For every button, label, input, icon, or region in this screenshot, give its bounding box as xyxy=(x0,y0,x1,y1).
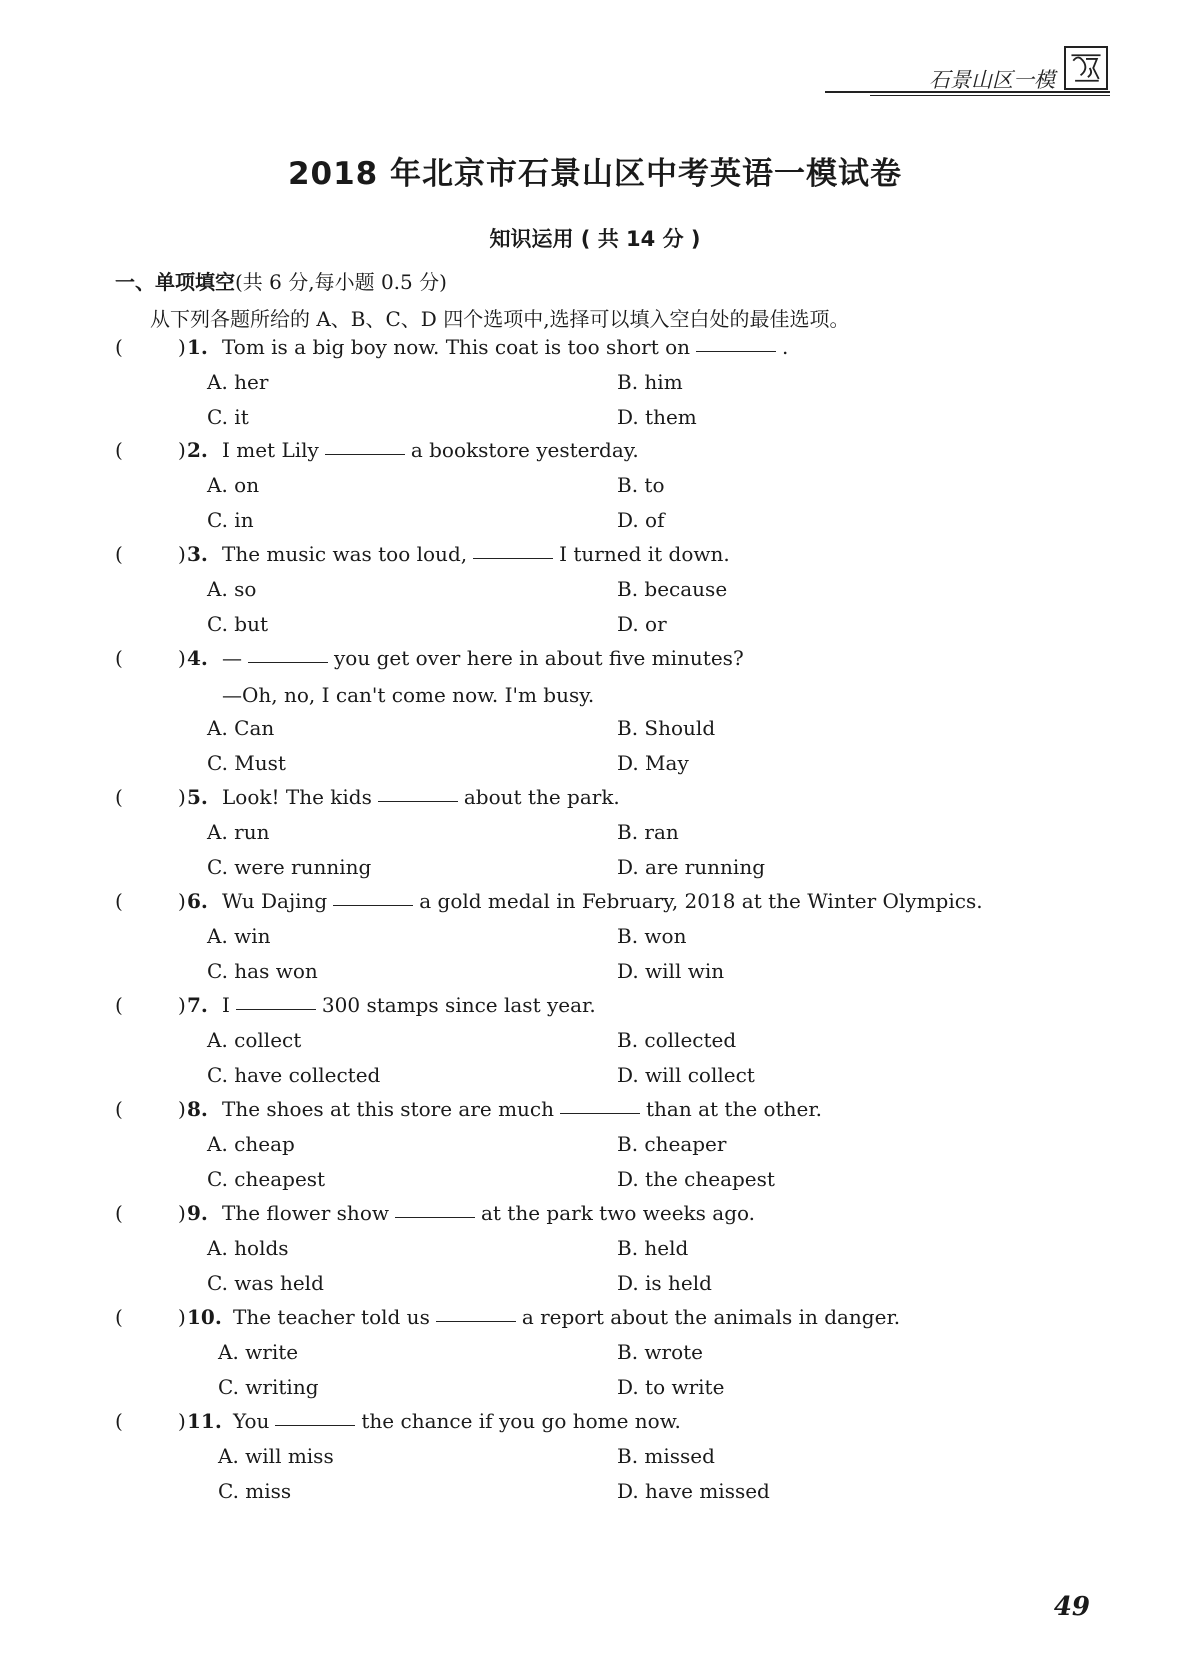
page-number: 49 xyxy=(1053,1592,1090,1622)
answer-paren-close: ) xyxy=(178,542,186,566)
header-rule-thin xyxy=(870,95,1110,96)
answer-paren-close: ) xyxy=(178,785,186,809)
question-stem xyxy=(233,1409,681,1433)
answer-blank xyxy=(395,1216,475,1218)
stem-after: at the park two weeks ago. xyxy=(480,1201,756,1225)
answer-paren-close: ) xyxy=(178,335,186,359)
header-label: 石景山区一模 xyxy=(929,68,1055,92)
answer-option: C. writing xyxy=(218,1375,319,1399)
answer-option: A. run xyxy=(207,820,270,844)
page-title: 2018 年北京市石景山区中考英语一模试卷 xyxy=(287,156,903,192)
answer-option: D. them xyxy=(617,405,697,429)
answer-paren-open: ( xyxy=(115,438,123,462)
question-number: 4. xyxy=(187,646,208,670)
answer-paren-close: ) xyxy=(178,1201,186,1225)
answer-option: B. him xyxy=(617,370,683,394)
stem-after: the chance if you go home now. xyxy=(361,1409,681,1433)
answer-option: A. win xyxy=(207,924,271,948)
publisher-logo-icon xyxy=(1064,46,1108,90)
answer-paren-close: ) xyxy=(178,889,186,913)
question-number: 5. xyxy=(187,785,208,809)
stem-before: The music was too loud, xyxy=(222,542,468,566)
answer-option: A. holds xyxy=(207,1236,289,1260)
answer-blank xyxy=(333,904,413,906)
answer-option: C. was held xyxy=(207,1271,324,1295)
answer-blank xyxy=(275,1424,355,1426)
answer-paren-open: ( xyxy=(115,993,123,1017)
stem-before: Wu Dajing xyxy=(222,889,328,913)
answer-option: B. held xyxy=(617,1236,689,1260)
question-number: 10. xyxy=(187,1305,222,1329)
answer-paren-open: ( xyxy=(115,646,123,670)
answer-blank xyxy=(236,1008,316,1010)
answer-paren-open: ( xyxy=(115,1305,123,1329)
answer-option: C. were running xyxy=(207,855,372,879)
answer-paren-open: ( xyxy=(115,335,123,359)
answer-option: C. it xyxy=(207,405,249,429)
answer-paren-open: ( xyxy=(115,542,123,566)
answer-option: B. because xyxy=(617,577,728,601)
stem-after: I turned it down. xyxy=(559,542,730,566)
answer-option: D. have missed xyxy=(617,1479,770,1503)
stem-before: The teacher told us xyxy=(233,1305,430,1329)
part-heading-title: 一、单项填空 xyxy=(115,270,235,294)
answer-option: C. Must xyxy=(207,751,286,775)
answer-paren-close: ) xyxy=(178,438,186,462)
question-stem xyxy=(222,438,639,462)
answer-blank xyxy=(436,1320,516,1322)
dialog-reply: —Oh, no, I can't come now. I'm busy. xyxy=(222,683,595,707)
answer-option: A. her xyxy=(207,370,269,394)
answer-paren-open: ( xyxy=(115,1201,123,1225)
answer-option: D. to write xyxy=(617,1375,725,1399)
stem-before: Look! The kids xyxy=(222,785,372,809)
question-number: 2. xyxy=(187,438,208,462)
answer-option: B. ran xyxy=(617,820,679,844)
answer-paren-close: ) xyxy=(178,646,186,670)
answer-paren-close: ) xyxy=(178,993,186,1017)
question-stem xyxy=(222,335,788,359)
question-stem xyxy=(233,1305,900,1329)
answer-option: C. has won xyxy=(207,959,318,983)
answer-option: B. won xyxy=(617,924,687,948)
question-stem xyxy=(222,542,730,566)
stem-before: — xyxy=(222,646,242,670)
question-number: 1. xyxy=(187,335,208,359)
answer-paren-open: ( xyxy=(115,785,123,809)
question-stem xyxy=(222,889,983,913)
answer-option: C. miss xyxy=(218,1479,292,1503)
part-heading-note: (共 6 分,每小题 0.5 分) xyxy=(235,270,447,294)
running-header xyxy=(825,46,1110,98)
question-number: 7. xyxy=(187,993,208,1017)
answer-blank xyxy=(325,453,405,455)
answer-blank xyxy=(378,800,458,802)
answer-option: A. collect xyxy=(207,1028,302,1052)
answer-option: A. so xyxy=(207,577,257,601)
answer-option: C. cheapest xyxy=(207,1167,326,1191)
answer-option: A. Can xyxy=(207,716,275,740)
answer-blank xyxy=(696,350,776,352)
answer-option: D. will collect xyxy=(617,1063,755,1087)
stem-before: You xyxy=(233,1409,270,1433)
stem-after: you get over here in about five minutes? xyxy=(334,646,744,670)
answer-option: D. of xyxy=(617,508,665,532)
stem-after: a report about the animals in danger. xyxy=(521,1305,901,1329)
answer-paren-close: ) xyxy=(178,1305,186,1329)
answer-option: C. have collected xyxy=(207,1063,381,1087)
stem-after: a gold medal in February, 2018 at the Winter Olympics. xyxy=(419,889,983,913)
answer-option: B. wrote xyxy=(617,1340,704,1364)
answer-option: C. in xyxy=(207,508,254,532)
stem-after: a bookstore yesterday. xyxy=(410,438,639,462)
answer-option: B. collected xyxy=(617,1028,737,1052)
answer-option: B. missed xyxy=(617,1444,715,1468)
answer-blank xyxy=(473,557,553,559)
answer-option: A. will miss xyxy=(218,1444,334,1468)
answer-paren-close: ) xyxy=(178,1097,186,1121)
answer-blank xyxy=(560,1112,640,1114)
answer-option: D. are running xyxy=(617,855,765,879)
question-number: 8. xyxy=(187,1097,208,1121)
answer-option: A. cheap xyxy=(207,1132,295,1156)
question-number: 3. xyxy=(187,542,208,566)
answer-option: D. the cheapest xyxy=(617,1167,775,1191)
stem-before: Tom is a big boy now. This coat is too short on xyxy=(222,335,691,359)
question-number: 6. xyxy=(187,889,208,913)
stem-before: The flower show xyxy=(222,1201,389,1225)
answer-option: B. cheaper xyxy=(617,1132,727,1156)
stem-before: The shoes at this store are much xyxy=(222,1097,555,1121)
answer-option: C. but xyxy=(207,612,269,636)
header-rule xyxy=(825,91,1110,93)
answer-paren-close: ) xyxy=(178,1409,186,1433)
answer-option: A. write xyxy=(218,1340,299,1364)
answer-option: A. on xyxy=(207,473,260,497)
stem-after: . xyxy=(782,335,789,359)
question-stem xyxy=(222,646,744,670)
answer-paren-open: ( xyxy=(115,1097,123,1121)
answer-option: D. will win xyxy=(617,959,725,983)
answer-option: B. to xyxy=(617,473,665,497)
stem-after: about the park. xyxy=(463,785,620,809)
stem-before: I xyxy=(222,993,230,1017)
part-heading xyxy=(115,266,447,295)
question-stem xyxy=(222,1097,822,1121)
answer-option: B. Should xyxy=(617,716,716,740)
question-number: 9. xyxy=(187,1201,208,1225)
stem-before: I met Lily xyxy=(222,438,319,462)
section-title: 知识运用 ( 共 14 分 ) xyxy=(489,227,701,251)
stem-after: than at the other. xyxy=(646,1097,823,1121)
stem-after: 300 stamps since last year. xyxy=(321,993,596,1017)
answer-paren-open: ( xyxy=(115,1409,123,1433)
answer-option: D. or xyxy=(617,612,667,636)
instructions: 从下列各题所给的 A、B、C、D 四个选项中,选择可以填入空白处的最佳选项。 xyxy=(150,307,850,331)
question-stem xyxy=(222,1201,755,1225)
answer-blank xyxy=(248,661,328,663)
question-number: 11. xyxy=(187,1409,222,1433)
answer-option: D. is held xyxy=(617,1271,712,1295)
answer-paren-open: ( xyxy=(115,889,123,913)
question-stem xyxy=(222,993,596,1017)
question-stem xyxy=(222,785,620,809)
answer-option: D. May xyxy=(617,751,689,775)
